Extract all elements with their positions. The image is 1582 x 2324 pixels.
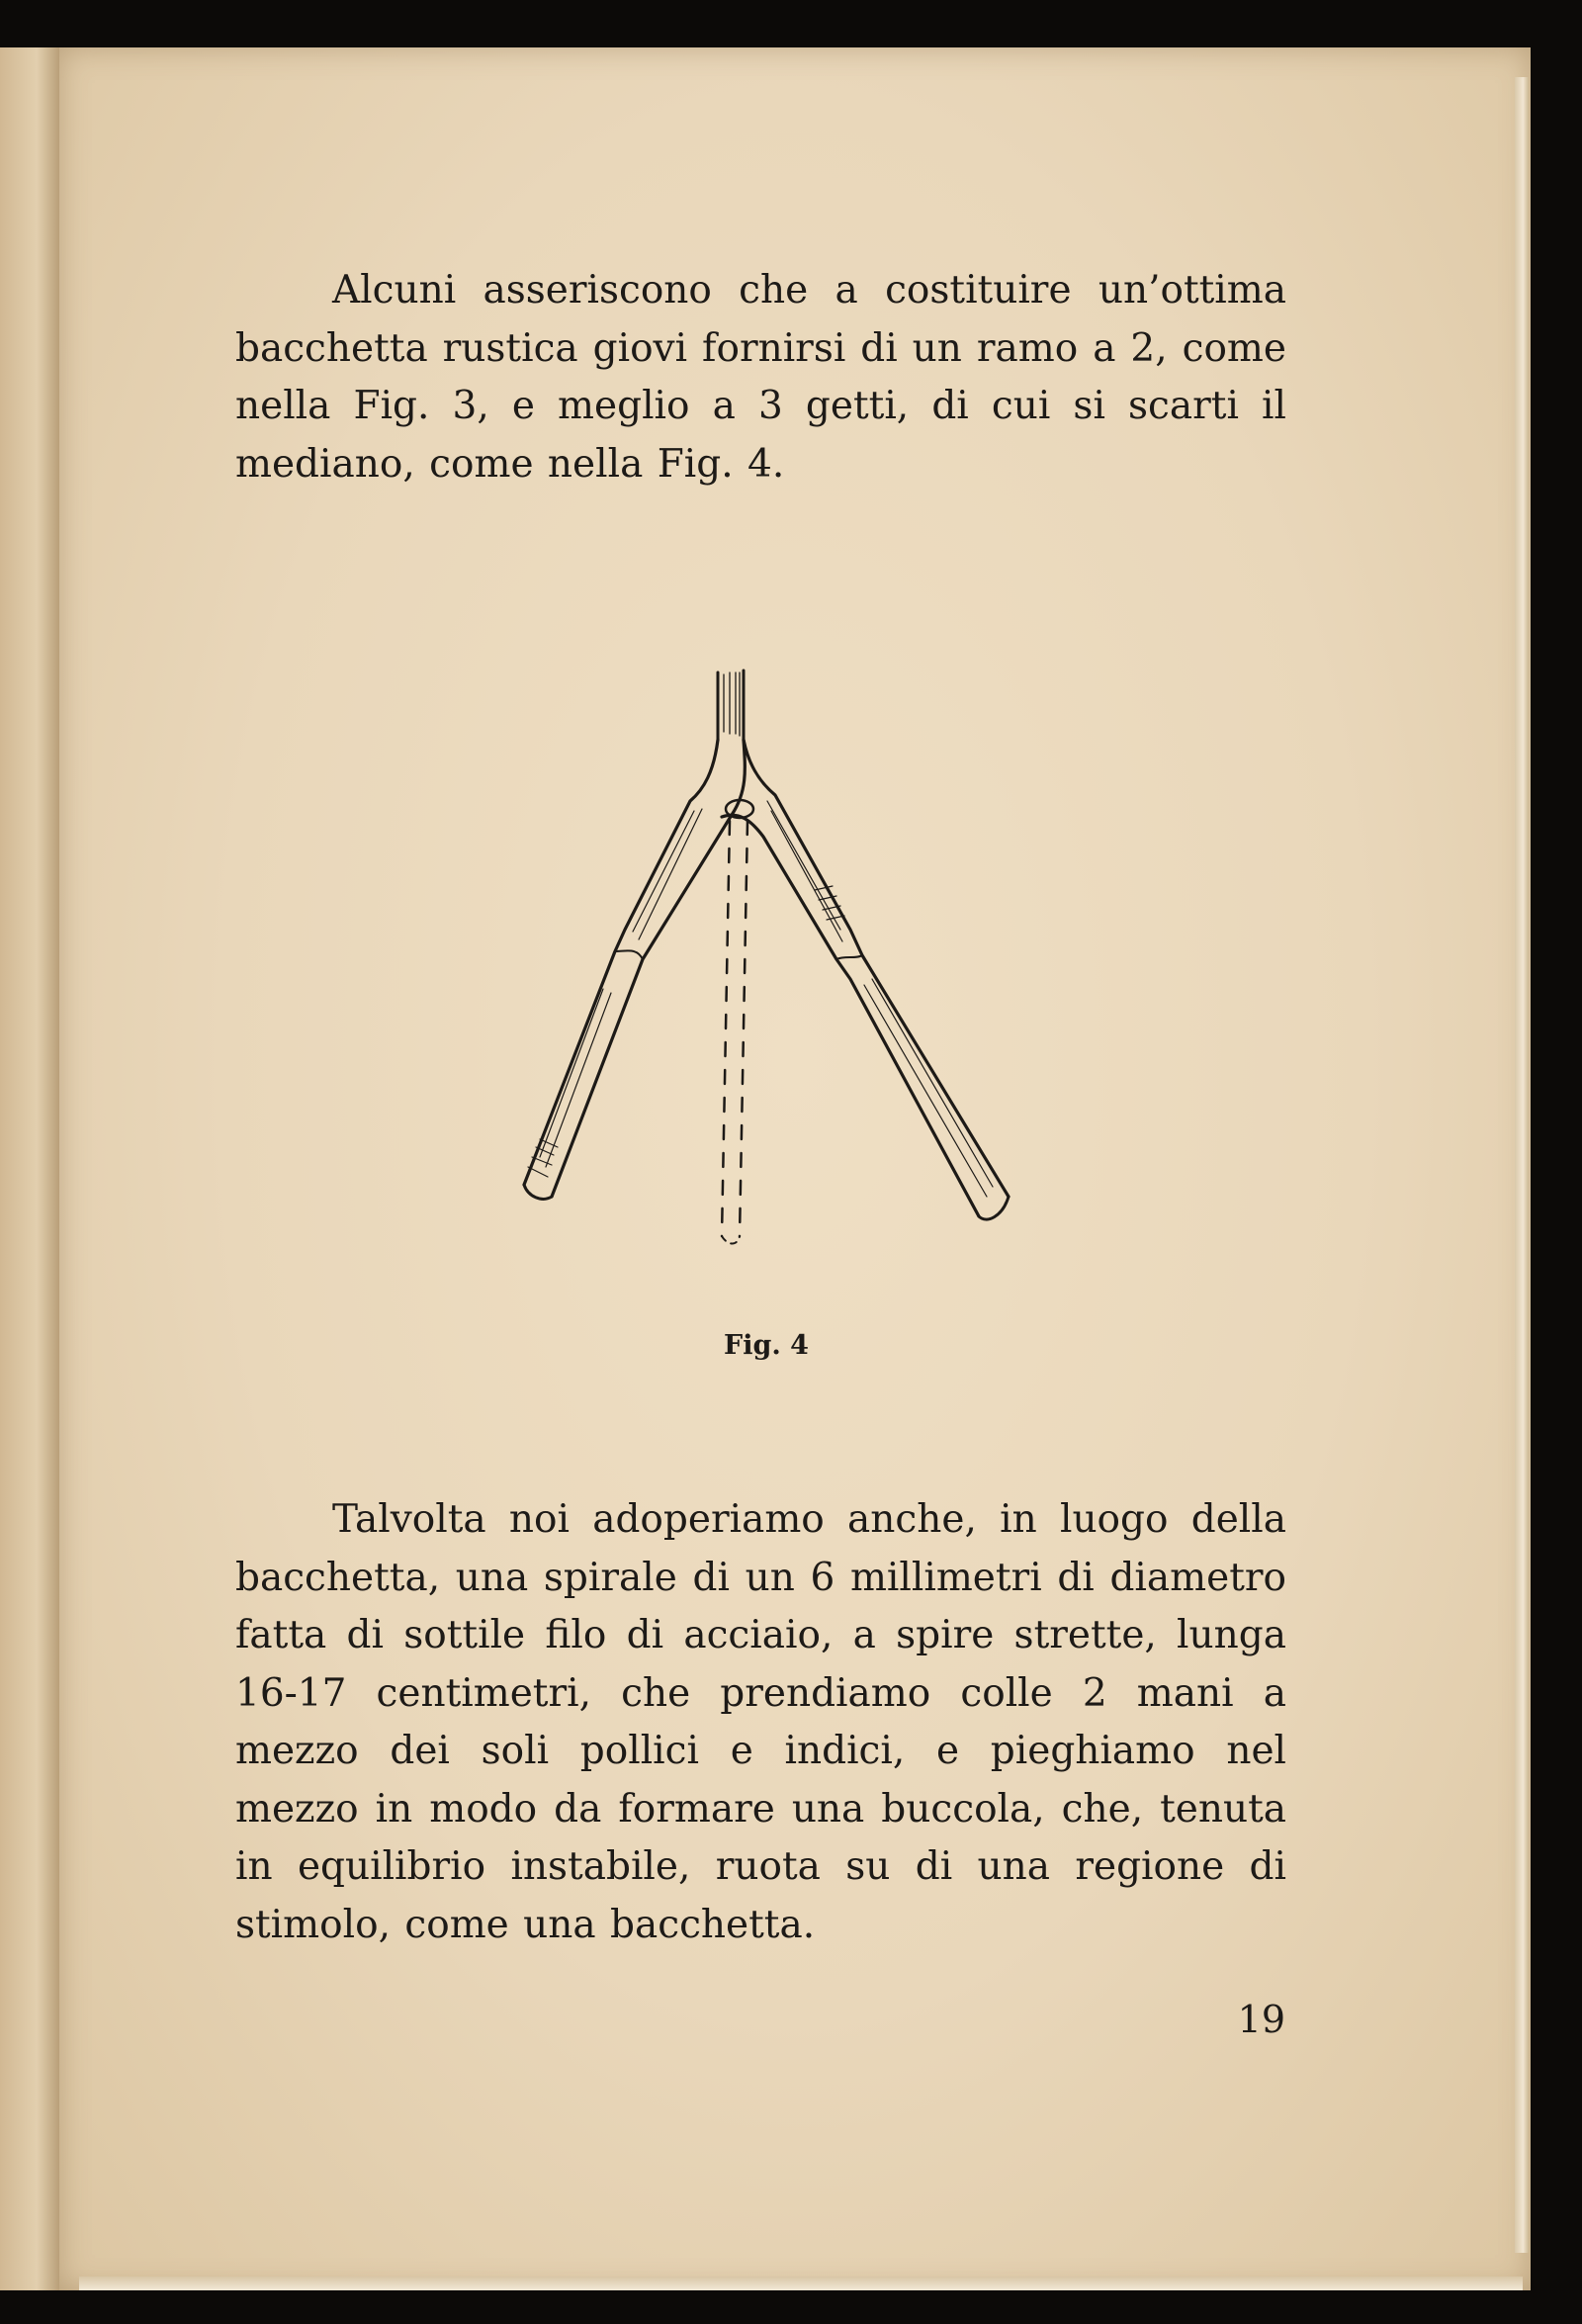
previous-page-edge	[0, 47, 61, 2290]
branch-left-arm	[524, 740, 745, 1197]
branch-right-arm	[722, 740, 1009, 1216]
forked-branch-illustration	[484, 663, 1038, 1256]
page-number: 19	[1237, 1998, 1285, 2041]
page-bottom-edge	[79, 2277, 1523, 2290]
removed-middle-shoot	[722, 821, 747, 1236]
page-right-edge	[1515, 77, 1529, 2253]
paragraph-first: Alcuni asseriscono che a costituire un’ottima bacchetta rustica giovi fornirsi di un ramo a 2, come nella Fig. 3, e meglio a 3 getti, di cui si scarti il mediano, come nella Fig. 4.	[235, 268, 1286, 487]
paragraph-second: Talvolta noi adoperiamo anche, in luogo della bacchetta, una spirale di un 6 millimetri di diametro fatta di sottile filo di acciaio, a spire strette, lunga 16-17 centimetri, che prendiamo colle 2 mani a mezzo dei soli pollici e indici, e pieghiamo nel mezzo in modo da formare una buccola, che, tenuta in equilibrio instabile, ruota su di una regione di stimolo, come una bacchetta.	[235, 1497, 1286, 1947]
figure-caption: Fig. 4	[724, 1330, 809, 1361]
